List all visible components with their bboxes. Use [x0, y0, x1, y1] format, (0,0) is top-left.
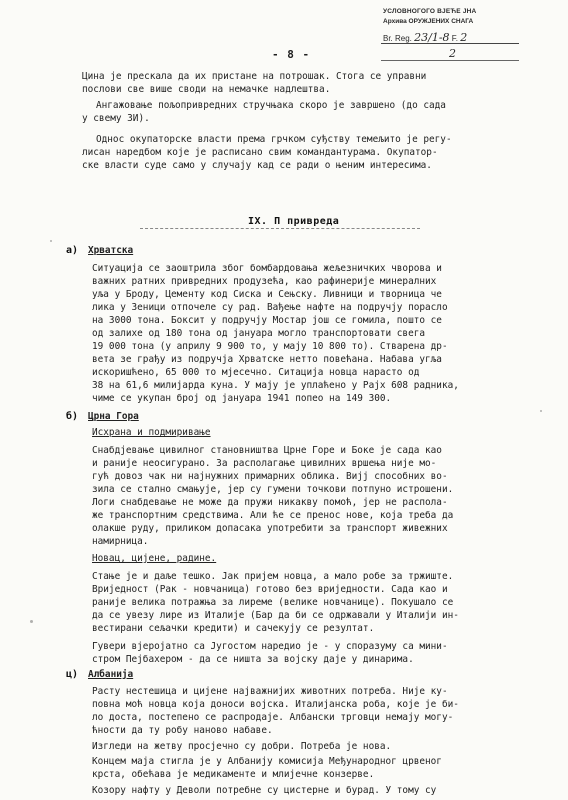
stamp-reg-number: 23/1-8 [414, 31, 450, 44]
text-line: Расту нестешица и цијене најважнијих животних потреба. Није ку- [92, 686, 448, 697]
section-letter: б) [66, 411, 79, 422]
text-line: од залихе од 180 тона од јануара могло транспортовати свега [92, 328, 426, 339]
stamp-line-2: Архива ОРУЖЈЕНИХ СНАГА [383, 18, 474, 25]
text-line: искоришћено, 65 000 то мјесечно. Ситација новца нарасто од [92, 367, 420, 378]
subsection-title: Исхрана и подмиривање [92, 427, 211, 438]
text-line: послови све више своди на немачке надлештва. [82, 84, 331, 95]
text-line: лика у Зеници отпочеле су рад. Вађење нафте на подручју порасло [92, 302, 448, 313]
heading-underline [140, 228, 420, 229]
text-line: ло доста, постепено се распродаје. Албански трговци немају могу- [92, 712, 454, 723]
text-line: намирница. [92, 536, 149, 547]
section-title: Црна Гора [88, 411, 139, 422]
text-line: у свему 3И). [82, 113, 150, 124]
text-line: Вриједност (Рак - новчаница) готово без вриједности. Сада као и [92, 584, 448, 595]
section-title: Албанија [88, 669, 134, 680]
text-line: стром Пејбахером - да се ништа за војску даје у динарима. [92, 654, 414, 665]
text-line: 38 на 61,6 милијарда куна. У мају је уплаћено у Рајх 608 радника, [92, 380, 459, 391]
section-title: Хрватска [88, 245, 134, 256]
text-line: Ангажовање пољопривредних стручњака скоро је завршено (до сада [96, 100, 446, 111]
text-line: Снабдјевање цивилног становништва Црне Горе и Боке је сада као [92, 445, 442, 456]
text-line: Концем маја стигла је у Албанију комисија Међународног црвеног [92, 756, 442, 767]
stamp-reg-prefix: Br. Reg. [383, 34, 412, 43]
text-line: и раније неосигурано. За располагање цивилних вршења није мо- [92, 458, 437, 469]
text-line: ћности да ту робу наново набаве. [92, 725, 273, 736]
text-line: Гувери вјеројатно са Југостом наредио је - у споразуму са мини- [92, 641, 448, 652]
text-line: да се увезу лире из Италије (Бар да би се одржавали у Италији ин- [92, 610, 459, 621]
text-line: вестирани сељачки кредити) и сачекују се резултат. [92, 623, 375, 634]
text-line: Цина је прескала да их пристане на потрошак. Стога се управни [82, 71, 427, 82]
text-line: важних ратних привредних продузећа, као рафинерије минералних [92, 276, 437, 287]
section-letter: а) [66, 245, 79, 256]
stamp-rule [381, 43, 519, 44]
text-line: 19 000 тона (у априлу 9 900 то, у мају 10 800 то). Стварена др- [92, 341, 448, 352]
page-number: - 8 - [272, 48, 311, 61]
section-heading: IX. П привреда [248, 216, 340, 227]
text-line: олакше руду, приликом допасака употребити за транспорт живежних [92, 523, 448, 534]
text-line: чиме се укупан број од јануара 1941 попео на 149 300. [92, 393, 392, 404]
text-line: лисан наредбом које је расписано свим командантурама. Окупатор- [82, 147, 438, 158]
scan-speck [540, 410, 542, 412]
text-line: ске власти суде само у случају кад се ради о њеним интересима. [82, 160, 432, 171]
section-letter: ц) [66, 669, 79, 680]
stamp-sub-number: 2 [449, 47, 456, 60]
text-line: Логи снабдевање не може да пружи никакву помоћ, јер не распола- [92, 497, 448, 508]
text-line: Стање је и даље тешко. Јак пријем новца, а мало робе за тржиште. [92, 571, 454, 582]
stamp-field-number: 2 [460, 31, 468, 44]
text-line: на 3000 тона. Боксит у подручју Мостар још се гомила, пошто се [92, 315, 442, 326]
text-line: зила се стално смањује, јер су гумени точкови потпуно истрошени. [92, 484, 454, 495]
text-line: Изгледи на жетву просјечно су добри. Потреба је нова. [92, 741, 392, 752]
scan-speck [50, 240, 52, 242]
stamp-line-1: УСЛОВНОГОГО ВЈЕЋЕ ЈНА [383, 8, 477, 15]
text-line: раније велика потражња за лиреме (велике новчанице). Покушало се [92, 597, 454, 608]
text-line: уља у Броду, Цементу код Сиска и Сењску. Ливници и творница че [92, 289, 442, 300]
scan-speck [30, 620, 33, 623]
text-line: же транспортним средствима. Али ће се пренос нове, која треба да [92, 510, 454, 521]
stamp-field-prefix: F. [451, 34, 459, 43]
text-line: Козору нафту у Деволи потребне су цистерне и бурад. У тому су [92, 785, 437, 796]
text-line: вета зе грађу из подручја Хрватске нетто повећана. Набава угља [92, 354, 442, 365]
text-line: повна моћ новца која доноси војска. Италијанска роба, које је би- [92, 699, 459, 710]
text-line: Однос окупаторске власти према грчком суђству темељито је регу- [96, 134, 452, 145]
text-line: крста, обећава је медикаменте и млијечне конзерве. [92, 769, 375, 780]
text-line: гућ довоз чак ни најнужних примарних облика. Вијј способних во- [92, 471, 448, 482]
subsection-title: Новац, цијене, радине. [92, 553, 217, 564]
stamp-rule [381, 60, 519, 61]
text-line: Ситуација се заоштрила због бомбардовања жељезничких чворова и [92, 263, 442, 274]
archive-stamp [381, 5, 521, 63]
